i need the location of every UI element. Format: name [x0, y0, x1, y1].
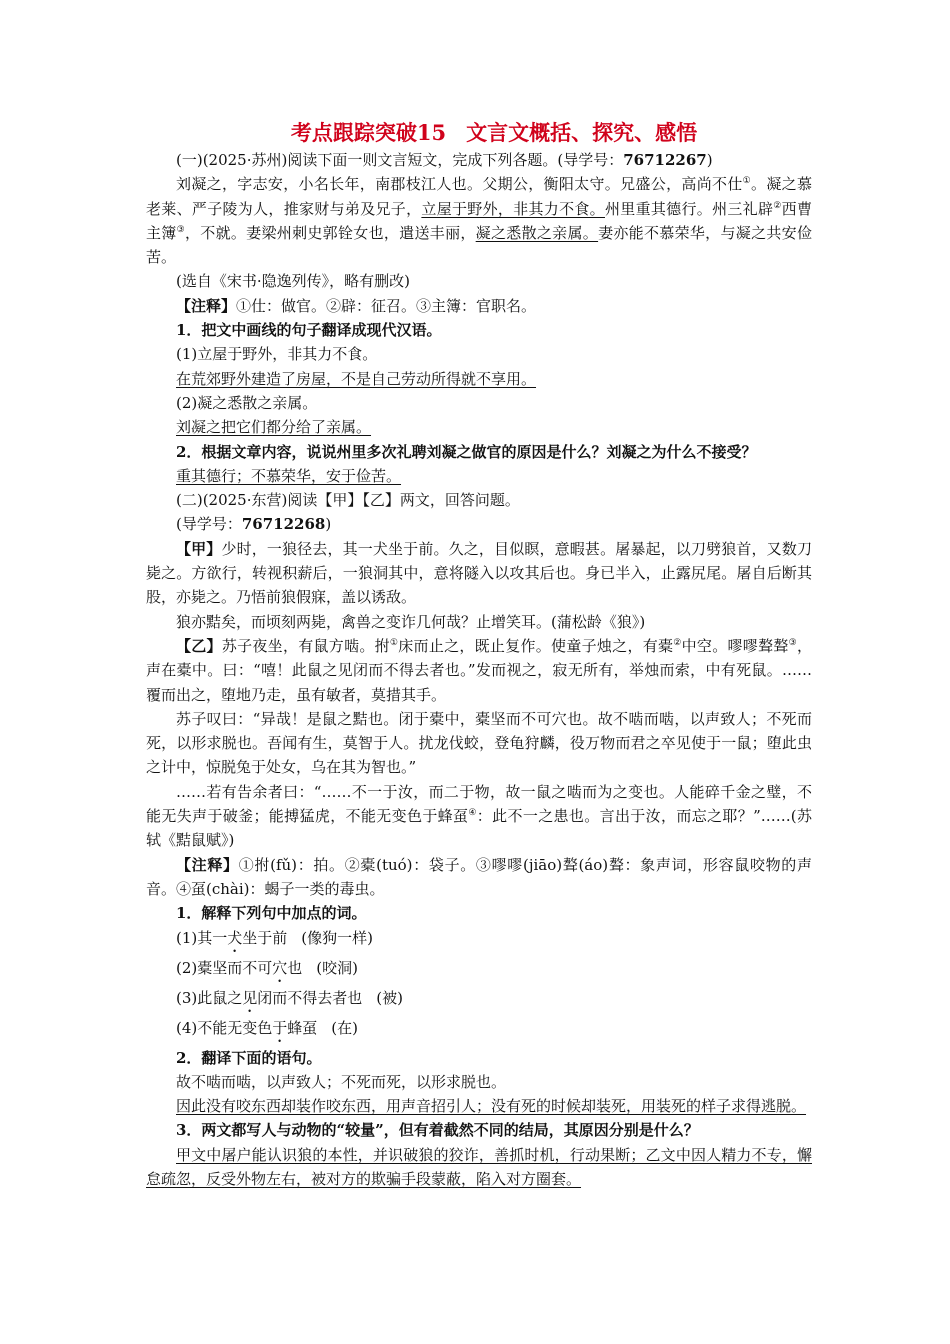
part2-question-2-text: 故不啮而啮，以声致人；不死而死，以形求脱也。 — [176, 1072, 507, 1091]
word-item-2: (2)橐坚而不可穴也 (咬洞) — [176, 958, 358, 977]
part1-question-1-2: (2)凝之悉散之亲属。 — [176, 393, 318, 412]
part1-source: (选自《宋书·隐逸列传》，略有删改) — [176, 272, 410, 291]
underlined-sentence-2: 凝之悉散之亲属。 — [475, 223, 599, 242]
passage-jia-comment: 狼亦黠矣，而顷刻两毙，禽兽之变诈几何哉？止增笑耳。(蒲松龄《狼》) — [176, 612, 646, 631]
title-main: 考点跟踪突破15 — [290, 120, 447, 145]
part2-question-2: 2．翻译下面的语句。 — [176, 1048, 322, 1067]
part1-notes: 【注释】①仕：做官。②辟：征召。③主簿：官职名。 — [176, 296, 537, 315]
document-page — [146, 118, 812, 1191]
passage-yi-1: 【乙】苏子夜坐，有鼠方啮。拊①床而止之，既止复作。使童子烛之，有橐②中空。嘐嘐聱聱③，声在橐中。曰：“嘻！此鼠之见闭而不得去者也。”发而视之，寂无所有，举烛而索，中有死鼠。……覆而出之，堕地乃走，虽有敏者，莫措其手。 — [146, 636, 812, 704]
page-title — [176, 118, 812, 148]
part1-question-1-1: (1)立屋于野外，非其力不食。 — [176, 345, 378, 364]
word-item-1: (1)其一犬坐于前 (像狗一样) — [176, 928, 373, 947]
part2-question-3: 3．两文都写人与动物的“较量”，但有着截然不同的结局，其原因分别是什么？ — [176, 1121, 699, 1140]
title-sub: 文言文概括、探究、感悟 — [466, 120, 698, 145]
part2-notes: 【注释】①拊(fǔ)：拍。②橐(tuó)：袋子。③嘐嘐(jiāo)聱(áo)聱：象声词，形容鼠咬物的声音。④虿(chài)：蝎子一类的毒虫。 — [146, 855, 812, 898]
part2-question-1: 1．解释下列句中加点的词。 — [176, 904, 367, 923]
part1-question-2: 2．根据文章内容，说说州里多次礼聘刘凝之做官的原因是什么？刘凝之为什么不接受？ — [176, 442, 757, 461]
part1-question-1: 1．把文中画线的句子翻译成现代汉语。 — [176, 321, 442, 340]
part1-passage: 刘凝之，字志安，小名长年，南郡枝江人也。父期公，衡阳太守。兄盛公，高尚不仕①。凝之慕老莱、严子陵为人，推家财与弟及兄子，立屋于野外，非其力不食。州里重其德行。州三礼辟②西曹主簿③，不就。妻梁州刺史郭铨女也，遣送丰丽，凝之悉散之亲属。妻亦能不慕荣华，与凝之共安俭苦。 — [146, 175, 812, 267]
word-item-3: (3)此鼠之见闭而不得去者也 (被) — [176, 988, 403, 1007]
part2-answer-2: 因此没有咬东西却装作咬东西，用声音招引人；没有死的时候却装死，用装死的样子求得逃脱。 — [176, 1097, 807, 1116]
part2-answer-3: 甲文中屠户能认识狼的本性，并识破狼的狡诈，善抓时机，行动果断；乙文中因人精力不专，懈怠疏忽，反受外物左右，被对方的欺骗手段蒙蔽，陷入对方圈套。 — [146, 1145, 812, 1188]
passage-yi-3: ……若有告余者曰：“……不一于汝，而二于物，故一鼠之啮而为之变也。人能碎千金之璧，不能无失声于破釜；能搏猛虎，不能无变色于蜂虿④：此不一之患也。言出于汝，而忘之耶？”……(苏轼《黠鼠赋》) — [146, 782, 812, 850]
underlined-sentence-1: 立屋于野外，非其力不食。 — [421, 199, 605, 218]
guide-number-1: 76712267 — [623, 151, 707, 169]
part2-intro: (二)(2025·东营)阅读【甲】【乙】两文，回答问题。 — [176, 491, 520, 510]
part1-intro: (一)(2025·苏州)阅读下面一则文言短文，完成下列各题。(导学号：76712267) — [176, 151, 713, 169]
word-item-4: (4)不能无变色于蜂虿 (在) — [176, 1018, 358, 1037]
guide-number-2: 76712268 — [241, 515, 326, 534]
part2-guide-number: (导学号：76712268) — [176, 515, 332, 534]
passage-jia: 【甲】少时，一狼径去，其一犬坐于前。久之，目似瞑，意暇甚。屠暴起，以刀劈狼首，又数刀毙之。方欲行，转视积薪后，一狼洞其中，意将隧入以攻其后也。身已半入，止露尻尾。屠自后断其股，亦毙之。乃悟前狼假寐，盖以诱敌。 — [146, 539, 812, 607]
part1-answer-1-1: 在荒郊野外建造了房屋，不是自己劳动所得就不享用。 — [176, 369, 537, 388]
part1-answer-2: 重其德行；不慕荣华，安于俭苦。 — [176, 466, 402, 485]
passage-yi-2: 苏子叹曰：“异哉！是鼠之黠也。闭于橐中，橐坚而不可穴也。故不啮而啮，以声致人；不死而死，以形求脱也。吾闻有生，莫智于人。扰龙伐蛟，登龟狩麟，役万物而君之卒见使于一鼠；堕此虫之计中，惊脱兔于处女，乌在其为智也。” — [146, 709, 812, 777]
part1-answer-1-2: 刘凝之把它们都分给了亲属。 — [176, 418, 372, 437]
